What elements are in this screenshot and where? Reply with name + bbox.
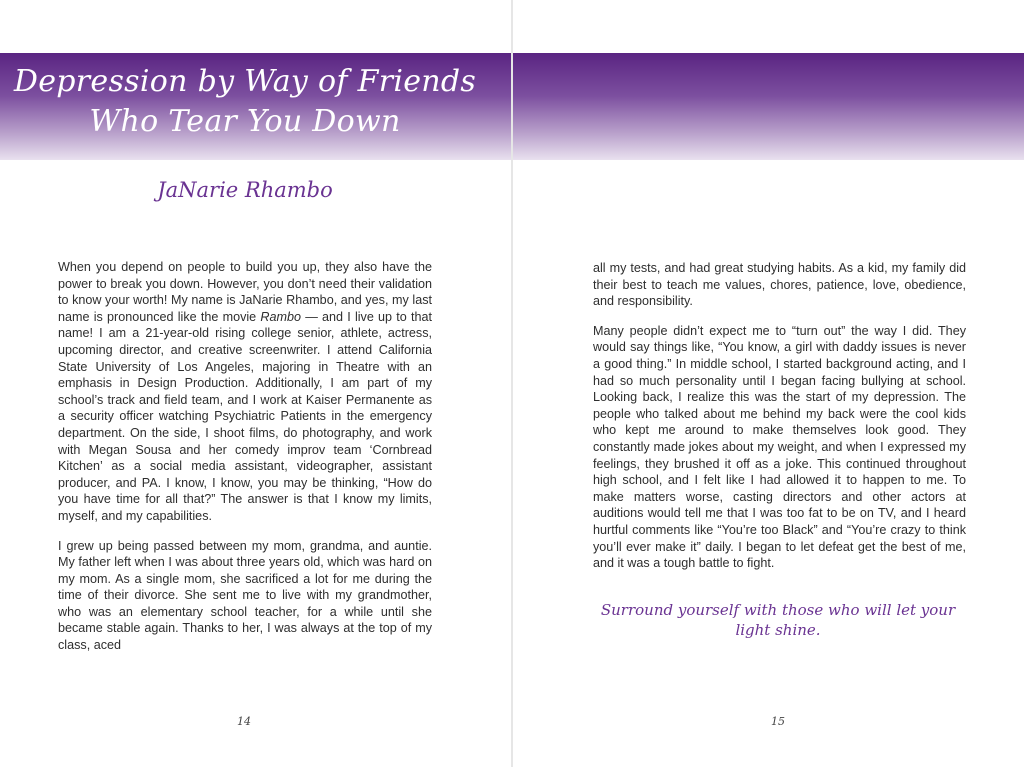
right-body-text	[593, 260, 966, 585]
left-body-text	[58, 259, 432, 667]
right-page	[513, 0, 1024, 767]
pull-quote: Surround yourself with those who will let your light shine.	[600, 601, 956, 639]
page-number-right: 15	[771, 715, 785, 728]
left-paragraph-1-part-1: When you depend on people to build you up, they also have the power to break you down. However, you don’t need their validation to know your worth! My name is JaNarie Rhambo, and yes, my last name is pronounced like the movie	[58, 260, 432, 324]
chapter-title	[0, 62, 490, 142]
chapter-title-line-1: Depression by Way of Friends	[13, 64, 477, 99]
right-paragraph-2: Many people didn’t expect me to “turn out” the way I did. They would say things like, “You know, a girl with daddy issues is never a good thing.” In middle school, I started background acting, and I had so much personality until I began facing bullying at school. Looking back, I realize this was the start of my depression. The people who talked about me behind my back were the cool kids who kept me around to make themselves look good. They constantly made jokes about my weight, and when I expressed my feelings, they brushed it off as a joke. This continued throughout high school, and I felt like I had allowed it to happen to me. To make matters worse, casting directors and other actors at auditions would tell me that I was too fat to be on TV, and I heard hurtful comments like “You’re too Black” and “You’re crazy to think you’ll ever make it” daily. I began to let defeat get the best of me, and it was a tough battle to fight.	[593, 323, 966, 571]
left-paragraph-1-part-2: — and I live up to that name! I am a 21-year-old rising college senior, athlete, actress, upcoming director, and creative screenwriter. I attend California State University of Los Angeles, majoring in Theatre with an emphasis in Design Production. Additionally, I am part of my school’s track and field team, and I work at Kaiser Permanente as a security officer watching Psychiatric Patients in the emergency department. On the side, I shoot films, do photography, and work with Megan Sousa and her comedy improv team ‘Cornbread Kitchen’ as a social media assistant, videographer, assistant producer, and PA. I know, I know, you may be thinking, “How do you have time for all that?” The answer is that I know my limits, myself, and my capabilities.	[58, 309, 432, 523]
movie-title: Rambo	[260, 309, 301, 324]
author-name: JaNarie Rhambo	[157, 178, 333, 202]
right-banner	[513, 53, 1024, 160]
right-paragraph-1: all my tests, and had great studying habits. As a kid, my family did their best to teach me values, chores, patience, love, obedience, and responsibility.	[593, 261, 966, 309]
left-page	[0, 0, 511, 767]
page-number-left: 14	[237, 715, 251, 728]
chapter-title-line-2: Who Tear You Down	[89, 104, 401, 139]
left-paragraph-1	[58, 259, 432, 525]
left-paragraph-2: I grew up being passed between my mom, grandma, and auntie. My father left when I was about three years old, which was hard on my mom. As a single mom, she sacrificed a lot for me during the time of their divorce. She sent me to live with my grandmother, who was an elementary school teacher, for a while until she became stable again. Thanks to her, I was always at the top of my class, aced	[58, 538, 432, 653]
